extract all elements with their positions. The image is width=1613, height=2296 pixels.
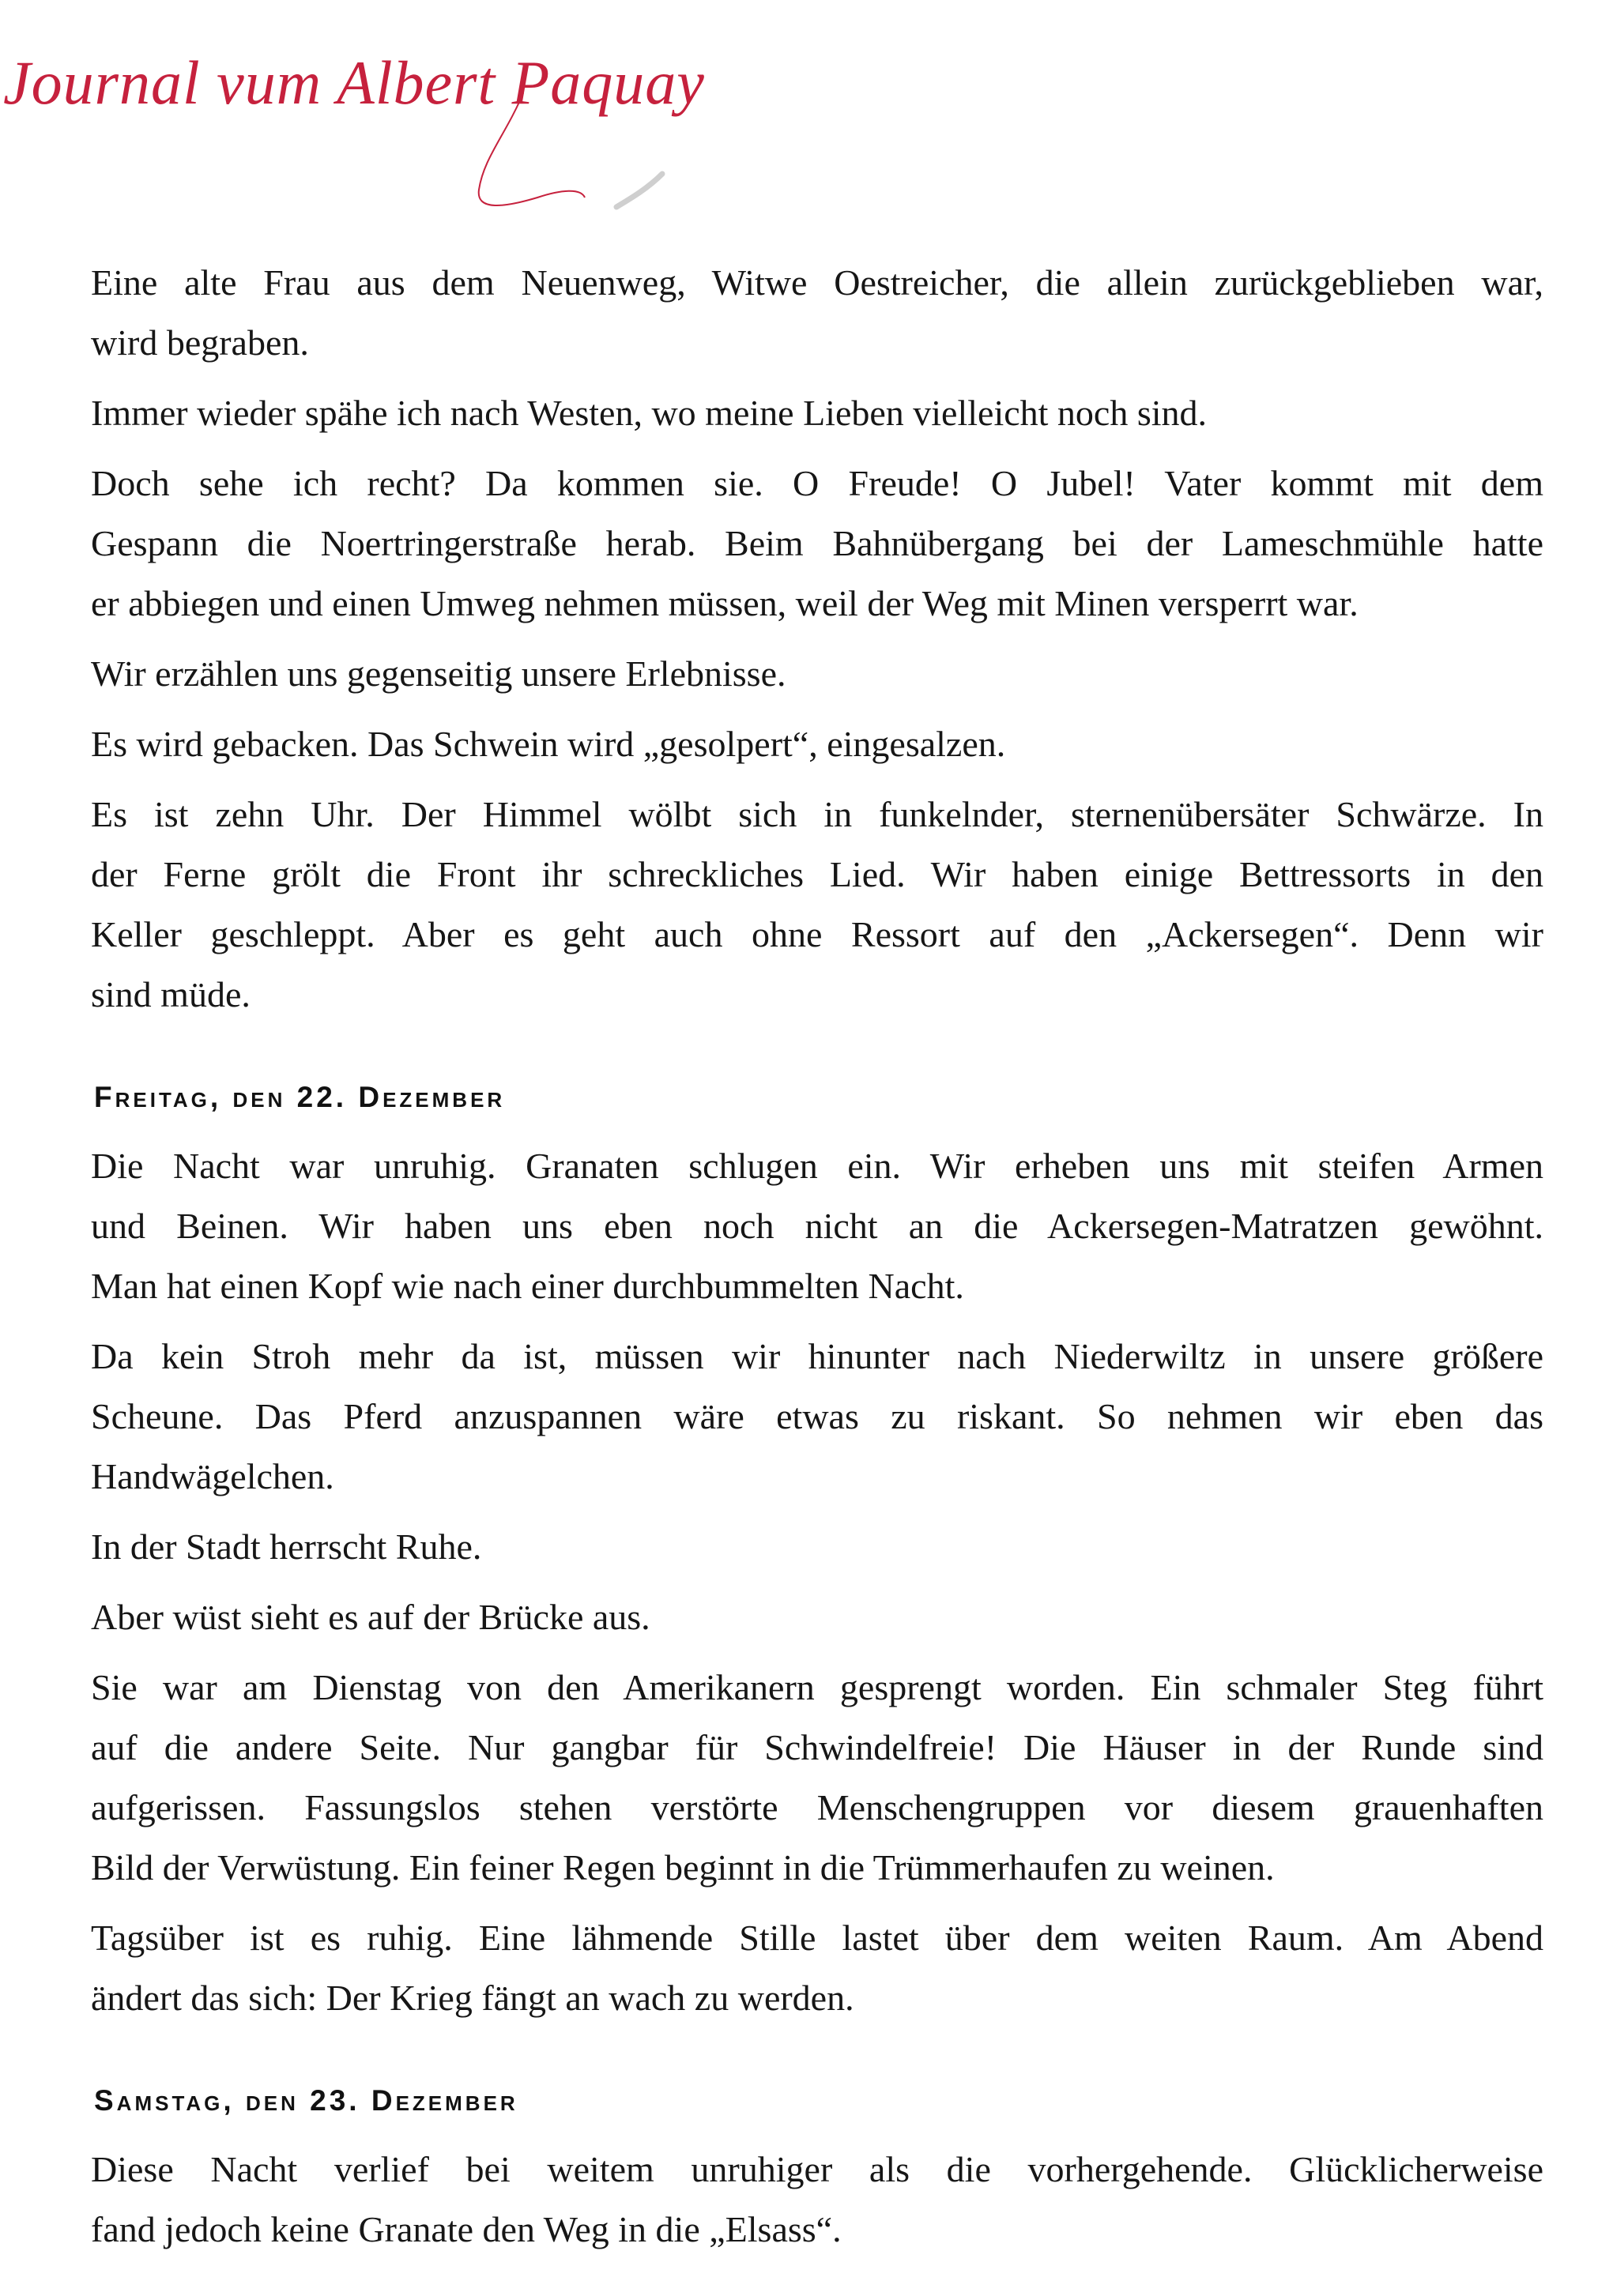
paragraph bbox=[91, 1658, 1543, 1898]
text-line: Scheune. Das Pferd anzuspannen wäre etwas zu riskant. So nehmen wir eben das bbox=[91, 1396, 1543, 1436]
text-line: Doch sehe ich recht? Da kommen sie. O Freude! O Jubel! Vater kommt mit dem bbox=[91, 463, 1543, 503]
text-line: wird begraben. bbox=[91, 322, 309, 363]
paragraph bbox=[91, 785, 1543, 1025]
paragraph bbox=[91, 1136, 1543, 1316]
journal-section bbox=[91, 2077, 1543, 2260]
paragraph bbox=[91, 454, 1543, 634]
text-line: Wir erzählen uns gegenseitig unsere Erlebnisse. bbox=[91, 653, 786, 694]
text-line: und Beinen. Wir haben uns eben noch nicht an die Ackersegen-Matratzen gewöhnt. bbox=[91, 1206, 1543, 1246]
paragraph bbox=[91, 1327, 1543, 1507]
paragraph bbox=[91, 383, 1543, 443]
text-line: aufgerissen. Fassungslos stehen verstörte Menschengruppen vor diesem grauenhaften bbox=[91, 1787, 1543, 1827]
paragraph bbox=[91, 1908, 1543, 2028]
paragraph bbox=[91, 1517, 1543, 1577]
text-line: auf die andere Seite. Nur gangbar für Schwindelfreie! Die Häuser in der Runde sind bbox=[91, 1727, 1543, 1767]
text-line: Da kein Stroh mehr da ist, müssen wir hinunter nach Niederwiltz in unsere größere bbox=[91, 1336, 1543, 1376]
journal-body bbox=[91, 253, 1543, 2270]
text-line: In der Stadt herrscht Ruhe. bbox=[91, 1526, 482, 1567]
text-line: Es wird gebacken. Das Schwein wird „gesolpert“, eingesalzen. bbox=[91, 724, 1006, 764]
text-line: Sie war am Dienstag von den Amerikanern gesprengt worden. Ein schmaler Steg führt bbox=[91, 1667, 1543, 1707]
journal-section bbox=[91, 253, 1543, 1025]
text-line: sind müde. bbox=[91, 974, 251, 1014]
text-line: ändert das sich: Der Krieg fängt an wach zu werden. bbox=[91, 1978, 854, 2018]
text-line: Handwägelchen. bbox=[91, 1456, 334, 1496]
paragraph bbox=[91, 2140, 1543, 2260]
text-line: er abbiegen und einen Umweg nehmen müssen, weil der Weg mit Minen versperrt war. bbox=[91, 583, 1359, 623]
title-swash-ornament bbox=[0, 0, 711, 237]
text-line: Keller geschleppt. Aber es geht auch ohne Ressort auf den „Ackersegen“. Denn wir bbox=[91, 914, 1543, 954]
journal-title: Journal vum Albert Paquay bbox=[3, 48, 705, 117]
text-line: der Ferne grölt die Front ihr schreckliches Lied. Wir haben einige Bettressorts in den bbox=[91, 854, 1543, 894]
paragraph bbox=[91, 644, 1543, 704]
paragraph bbox=[91, 714, 1543, 774]
text-line: Es ist zehn Uhr. Der Himmel wölbt sich in funkelnder, sternenübersäter Schwärze. In bbox=[91, 794, 1543, 834]
text-line: Gespann die Noertringerstraße herab. Beim Bahnübergang bei der Lameschmühle hatte bbox=[91, 523, 1543, 563]
text-line: fand jedoch keine Granate den Weg in die „Elsass“. bbox=[91, 2209, 842, 2249]
text-line: Tagsüber ist es ruhig. Eine lähmende Stille lastet über dem weiten Raum. Am Abend bbox=[91, 1918, 1543, 1958]
text-line: Man hat einen Kopf wie nach einer durchbummelten Nacht. bbox=[91, 1266, 964, 1306]
text-line: Aber wüst sieht es auf der Brücke aus. bbox=[91, 1597, 650, 1637]
date-heading: Freitag, den 22. Dezember bbox=[94, 1081, 506, 1113]
text-line: Immer wieder spähe ich nach Westen, wo meine Lieben vielleicht noch sind. bbox=[91, 393, 1208, 433]
date-heading: Samstag, den 23. Dezember bbox=[94, 2084, 518, 2117]
journal-section bbox=[91, 1074, 1543, 2028]
paragraph bbox=[91, 1587, 1543, 1647]
text-line: Bild der Verwüstung. Ein feiner Regen beginnt in die Trümmerhaufen zu weinen. bbox=[91, 1847, 1275, 1888]
paragraph bbox=[91, 253, 1543, 373]
text-line: Diese Nacht verlief bei weitem unruhiger als die vorhergehende. Glücklicherweise bbox=[91, 2149, 1543, 2189]
text-line: Eine alte Frau aus dem Neuenweg, Witwe Oestreicher, die allein zurückgeblieben war, bbox=[91, 262, 1543, 303]
text-line: Die Nacht war unruhig. Granaten schlugen ein. Wir erheben uns mit steifen Armen bbox=[91, 1146, 1543, 1186]
